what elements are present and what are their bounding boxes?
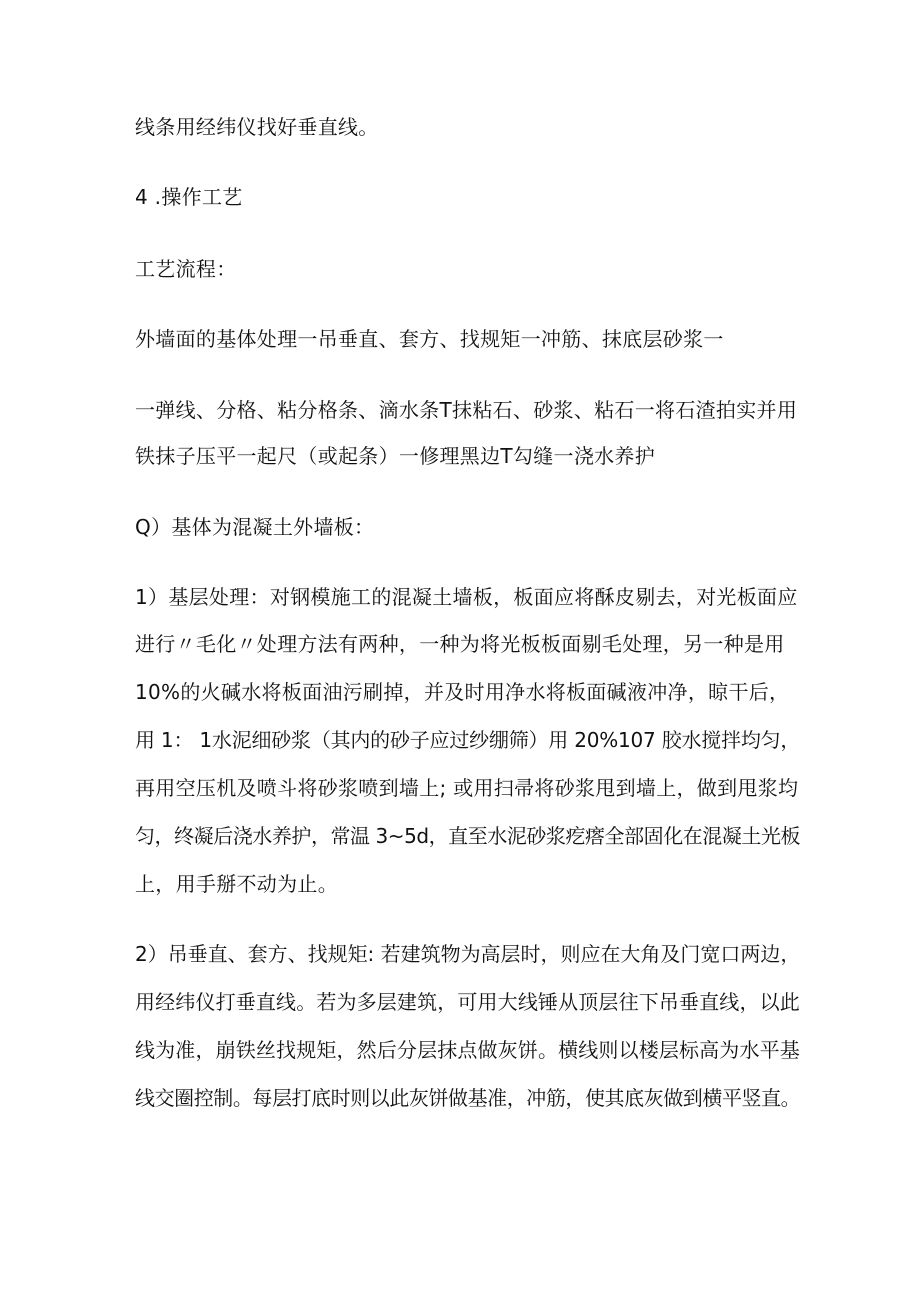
process-flow-label: 工艺流程：: [135, 257, 237, 281]
text-line-6: 铁抹子压平一起尺（或起条）一修理黑边T勾缝一浇水养护: [135, 444, 656, 468]
text-line-12: 再用空压机及喷斗将砂浆喷到墙上; 或用扫帚将砂浆甩到墙上，做到甩浆均: [135, 776, 799, 800]
text-line-14: 上，用手掰不动为止。: [135, 872, 338, 896]
subheading-concrete-wall-panel: Q）基体为混凝土外墙板：: [135, 515, 375, 539]
text-line-5: 一弹线、分格、粘分格条、滴水条T抹粘石、砂浆、粘石一将石渣拍实并用: [135, 398, 798, 422]
text-line-17: 线为准，崩铁丝找规矩，然后分层抹点做灰饼。横线则以楼层标高为水平基: [135, 1038, 800, 1062]
text-line-9: 进行〃毛化〃处理方法有两种，一种为将光板板面剔毛处理，另一种是用: [135, 632, 785, 656]
text-line-13: 匀，终凝后浇水养护，常温 3~5d，直至水泥砂浆疙瘩全部固化在混凝土光板: [135, 824, 801, 848]
text-line-18: 线交圈控制。每层打底时则以此灰饼做基准，冲筋，使其底灰做到横平竖直。: [135, 1086, 801, 1110]
text-line-4: 外墙面的基体处理一吊垂直、套方、找规矩一冲筋、抹底层砂浆一: [135, 327, 724, 351]
text-line-16: 用经纬仪打垂直线。若为多层建筑，可用大线锤从顶层往下吊垂直线，以此: [135, 990, 800, 1014]
text-line-8: 1）基层处理：对钢模施工的混凝土墙板，板面应将酥皮剔去，对光板面应: [135, 585, 798, 609]
text-line-11: 用 1： 1水泥细砂浆（其内的砂子应过纱绷筛）用 20%107 胶水搅拌均匀，: [135, 728, 801, 752]
text-line-10: 10%的火碱水将板面油污刷掉，并及时用净水将板面碱液冲净，晾干后，: [135, 680, 790, 704]
text-line-1: 线条用经纬仪找好垂直线。: [135, 115, 379, 139]
section-heading-operation-process: 4 .操作工艺: [135, 185, 243, 209]
text-line-15: 2）吊垂直、套方、找规矩: 若建筑物为高层时，则应在大角及门宽口两边，: [135, 942, 801, 966]
